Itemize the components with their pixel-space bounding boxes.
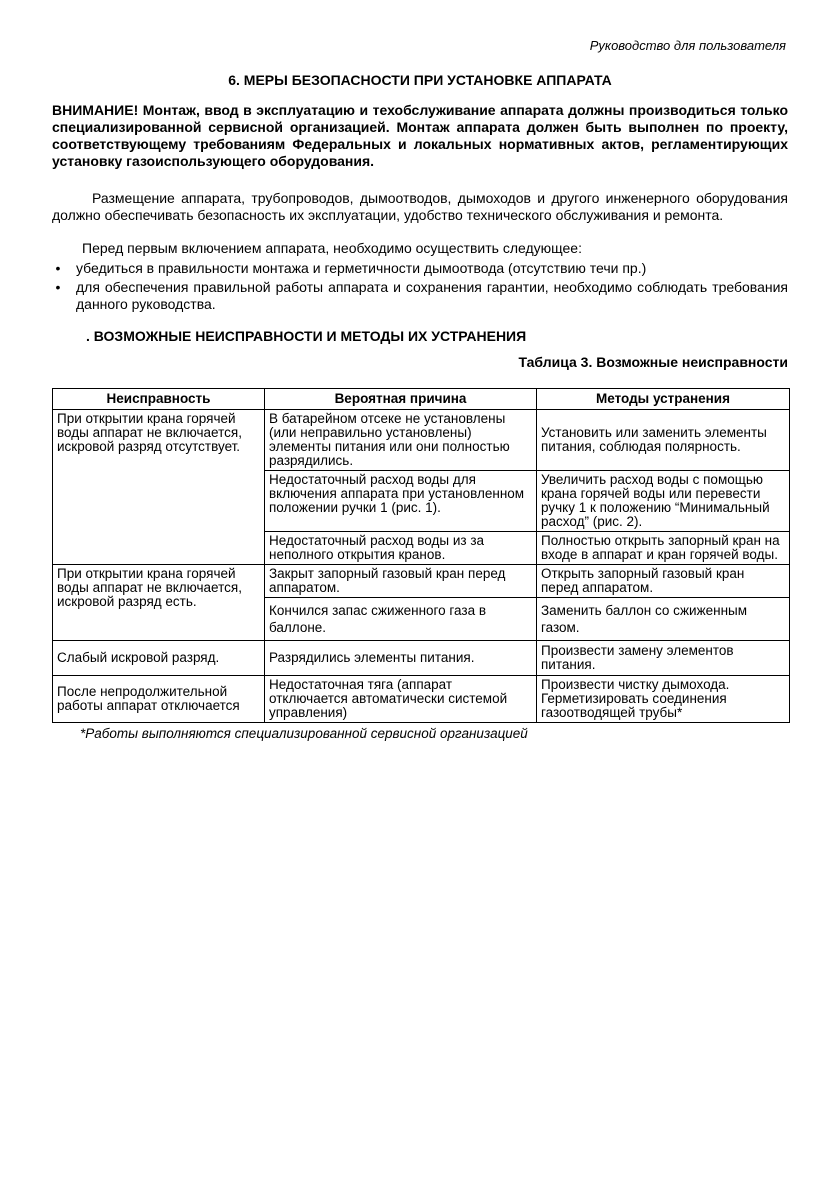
section-7-title: . ВОЗМОЖНЫЕ НЕИСПРАВНОСТИ И МЕТОДЫ ИХ УСТРАНЕНИЯ bbox=[86, 328, 527, 344]
remedy-cell: Заменить баллон со сжиженным газом. bbox=[537, 598, 790, 641]
cause-cell: В батарейном отсеке не установлены (или неправильно установлены) элементы питания или они полностью разрядились. bbox=[265, 410, 537, 471]
remedy-cell: Установить или заменить элементы питания, соблюдая полярность. bbox=[537, 410, 790, 471]
table-header-row bbox=[53, 389, 790, 410]
first-start-checklist bbox=[52, 260, 788, 315]
fault-cell: При открытии крана горячей воды аппарат не включается, искровой разряд отсутствует. bbox=[53, 410, 265, 565]
table-row bbox=[53, 565, 790, 598]
placement-paragraph-text: Размещение аппарата, трубопроводов, дымоотводов, дымоходов и другого инженерного оборудования должно обеспечивать безопасность их эксплуатации, удобство технического обслуживания и ремонта. bbox=[52, 190, 788, 223]
remedy-cell: Произвести чистку дымохода. Герметизировать соединения газоотводящей трубы* bbox=[537, 676, 790, 723]
placement-paragraph bbox=[52, 190, 788, 224]
header-fault: Неисправность bbox=[53, 389, 265, 410]
table-footnote: *Работы выполняются специализированной сервисной организацией bbox=[80, 726, 528, 741]
cause-cell: Разрядились элементы питания. bbox=[265, 641, 537, 676]
remedy-cell: Открыть запорный газовый кран перед аппаратом. bbox=[537, 565, 790, 598]
table-row bbox=[53, 676, 790, 723]
table-caption: Таблица 3. Возможные неисправности bbox=[518, 354, 788, 370]
remedy-cell: Произвести замену элементов питания. bbox=[537, 641, 790, 676]
bullet-icon: • bbox=[55, 279, 61, 295]
cause-cell: Закрыт запорный газовый кран перед аппаратом. bbox=[265, 565, 537, 598]
header-cause: Вероятная причина bbox=[265, 389, 537, 410]
table-row bbox=[53, 641, 790, 676]
checklist-item bbox=[52, 260, 788, 277]
cause-cell: Недостаточный расход воды из за неполного открытия кранов. bbox=[265, 532, 537, 565]
checklist-item-text: для обеспечения правильной работы аппарата и сохранения гарантии, необходимо соблюдать требования данного руководства. bbox=[76, 279, 788, 312]
table-row bbox=[53, 410, 790, 471]
remedy-cell: Увеличить расход воды с помощью крана горячей воды или перевести ручку 1 к положению “Минимальный расход” (рис. 2). bbox=[537, 471, 790, 532]
cause-cell: Недостаточная тяга (аппарат отключается автоматически системой управления) bbox=[265, 676, 537, 723]
checklist-item bbox=[52, 279, 788, 313]
bullet-icon: • bbox=[55, 260, 61, 276]
checklist-item-text: убедиться в правильности монтажа и герметичности дымоотвода (отсутствию течи пр.) bbox=[76, 260, 647, 276]
faults-table bbox=[52, 388, 790, 723]
first-start-paragraph: Перед первым включением аппарата, необходимо осуществить следующее: bbox=[82, 240, 582, 256]
fault-cell: При открытии крана горячей воды аппарат не включается, искровой разряд есть. bbox=[53, 565, 265, 641]
fault-cell: Слабый искровой разряд. bbox=[53, 641, 265, 676]
installation-warning: ВНИМАНИЕ! Монтаж, ввод в эксплуатацию и техобслуживание аппарата должны производиться только специализированной сервисной организацией. Монтаж аппарата должен быть выполнен по проекту, соответствующему требованиям Федеральных и локальных нормативных актов, регламентирующих установку газоиспользующего оборудования. bbox=[52, 102, 788, 169]
cause-cell: Кончился запас сжиженного газа в баллоне. bbox=[265, 598, 537, 641]
remedy-cell: Полностью открыть запорный кран на входе в аппарат и кран горячей воды. bbox=[537, 532, 790, 565]
cause-cell: Недостаточный расход воды для включения аппарата при установленном положении ручки 1 (рис. 1). bbox=[265, 471, 537, 532]
document-header-note: Руководство для пользователя bbox=[589, 38, 786, 53]
fault-cell: После непродолжительной работы аппарат отключается bbox=[53, 676, 265, 723]
section-6-title: 6. МЕРЫ БЕЗОПАСНОСТИ ПРИ УСТАНОВКЕ АППАРАТА bbox=[228, 72, 612, 88]
header-remedy: Методы устранения bbox=[537, 389, 790, 410]
